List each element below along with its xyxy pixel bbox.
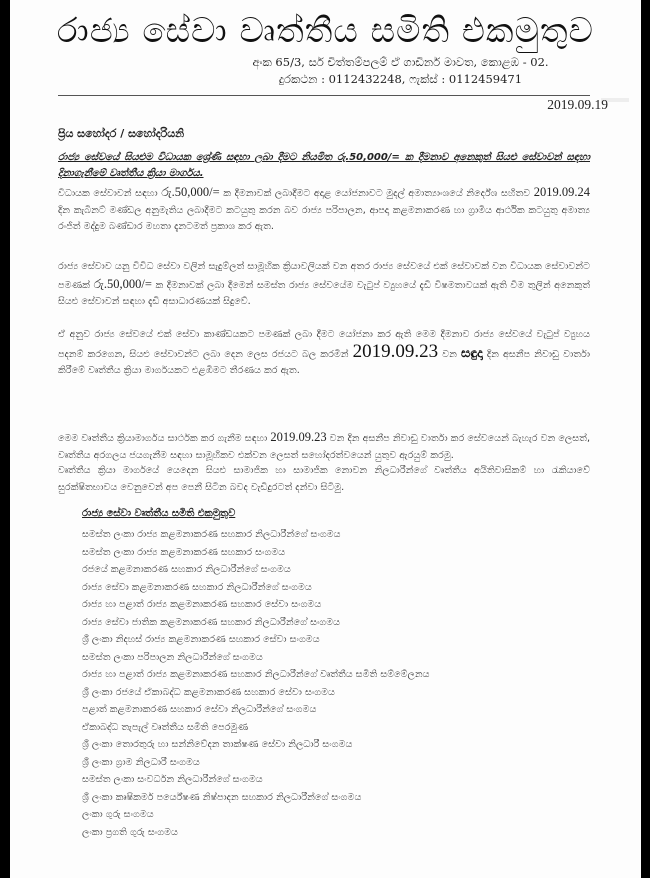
cabinet-date: 2019.09.24 — [533, 185, 590, 199]
union-item: සමස්ත ලංකා සංවර්ධන නිලධාරීන්ගේ සංගමය — [82, 774, 263, 785]
letterhead-title: රාජ්‍ය සේවා වෘත්තීය සමිති එකමුතුව — [56, 11, 595, 51]
paragraph-4-text-a: මෙම වෘත්තීය ක්‍රියාමාර්ගය සාර්ථක කර ගැනීම සඳහා — [58, 433, 271, 444]
paragraph-5: වෘත්තීය ක්‍රියා මාර්ගයේ යෙදෙන සියළු සාමාජික හා සාමාජික නොවන නිලධාරීන්ගේ වෘත්තීය අයිතිවාසිකම් හා රැකියාවේ සුරක්ෂිතභාවය වෙනුවෙන් අප පෙනී සිටින බවද වැඩිදුරටත් දන්වා සිටිමු. — [58, 465, 590, 493]
union-item: සමස්ත ලංකා රාජ්‍ය කළමනාකරණ සහකාර සංගමය — [82, 546, 286, 558]
letterhead-phone-fax: දුරකථන : 0112432248, ෆැක්ස් : 0112459471 — [278, 72, 523, 86]
paragraph-2-text-b: ක දීමනාවක් ලබා දීමෙන් සමස්ත රාජ්‍ය සේවයේම වැටුප් ව්‍යුහයේ දැඩි විෂමතාවයක් ඇති වීම තුලින් අනෙකුත් සියළු සේවාවන් සඳහා දැඩි අසාධාරණයක් සිදුවේ. — [58, 279, 590, 307]
union-item: ලංකා ගුරු සංගමය — [82, 809, 154, 820]
letter-date: 2019.09.19 — [547, 97, 608, 112]
letterhead-address: අංක 65/3, සර් චිත්තම්පලම් ඒ ගාඩිනර් මාවත, කොළඹ - 02. — [252, 55, 549, 69]
union-item: ශ්‍රී ලංකා කෘෂිකර්ම පර්යේෂණ නිෂ්පාදන සහකාර නිලධාරීන්ගේ සංගමය — [82, 791, 362, 803]
paragraph-3-text-a: ඒ අනුව රාජ්‍ය සේවයේ එක් සේවා කාණ්ඩයකට පමණක් ලබා දීමට යෝජනා කර ඇති මෙම දීමනාව රාජ්‍ය සේවයේ වැටුප් ව්‍යුහය පදනම් කරගෙන, සියළු සේවාවන්ට ලබා දෙන ලෙස රජයට බල කරමින් — [58, 329, 590, 360]
union-item: ශ්‍රී ලංකා රජයේ ඒකාබද්ධ කළමනාකරණ සහකාර සේවා සංගමය — [82, 686, 335, 698]
unions-heading: රාජ්‍ය සේවා වෘත්තීය සමිති එකමුතුව — [82, 508, 236, 519]
paragraph-3-text-b: වන — [438, 348, 462, 360]
paragraph-1-text-c: දින කැබිනට් මණ්ඩල අනුමැතිය ලබාදීමට කටයුතු කරන බව රාජ්‍ය පරිපාලන, ආපදා කළමනාකරණ හා ග්‍රාමීය ආර්ථික කටයුතු අමාත්‍ය රංජිත් මද්දුම බණ්ඩාර මහතා දැනටමත් ප්‍රකාශ කර ඇත. — [58, 204, 590, 232]
paragraph-3 — [58, 327, 590, 380]
union-item: රාජ්‍ය හා පළාත් රාජ්‍ය කළමනාකරණ සහකාර සේවා සංගමය — [82, 599, 322, 610]
header-divider — [58, 95, 590, 96]
subject-line: රාජ්‍ය සේවයේ සියළුම විධායක ශ්‍රේණි සඳහා ලබා දීමට නියමිත රු.50,000/= ක දීමනාව අනෙකුත් සියළු සේවාවන් සඳහා දිනාගැනීමේ වෘත්තීය ක්‍රියා මාර්ගය. — [58, 152, 590, 179]
union-item: රජයේ කළමනාකරණ සහකාර නිලධාරීන්ගේ සංගමය — [82, 564, 291, 575]
allowance-amount: රු.50,000/= — [161, 185, 220, 199]
paragraph-2-text-a: රාජ්‍ය සේවාව යනු විවිධ සේවා වලින් සැදුම්ලත් සාමූහික ක්‍රියාවලියක් වන අතර රාජ්‍ය සේවයේ එක් සේවාවක් වන විධායක සේවාවන්ට පමණක් — [58, 261, 590, 291]
union-item: ශ්‍රී ලංකා ග්‍රාම නිලධාරී සංගමය — [82, 756, 200, 768]
unions-list — [82, 526, 430, 841]
paragraph-4-text-b: වන දින අසනීප නිවාඩු වාර්තා කර සේවයෙන් බැහැර වන ලෙසත්, වෘත්තීය අරගලය ජයගැනීම සඳහා සාමූහිකව එක්වන ලෙසත් සහෝදරත්වයෙන් යුතුව ඇරයුම් කරමු. — [58, 433, 590, 461]
union-item: ඒකාබද්ධ තැපැල් වෘත්තීය සමිති පෙරමුණ — [82, 721, 249, 733]
letter-page — [10, 0, 641, 878]
allowance-amount: රු.50,000/= — [93, 276, 152, 291]
union-item: ශ්‍රී ලංකා නිදහස් රාජ්‍ය කළමනාකරණ සහකාර සේවා සංගමය — [82, 634, 320, 645]
action-date: 2019.09.23 — [352, 340, 439, 362]
union-item: රාජ්‍ය සේවා ජාතික කළමනාකරණ සහකාර නිලධාරීන්ගේ සංගමය — [82, 616, 341, 628]
paragraph-4 — [58, 429, 590, 464]
union-item: රාජ්‍ය සේවා කළමනාකරණ සහකාර නිලධාරීන්ගේ සංගමය — [82, 581, 312, 593]
union-item: සමස්ත ලංකා පරිපාලන නිලධාරීන්ගේ සංගමය — [82, 651, 263, 663]
paragraph-1-text-b: ක දීමනාවක් ලබාදීමට අදාළ යෝජනාවට මුදල් අමාත්‍යාංශයේ නිර්දේශ සහිතව — [219, 188, 534, 199]
paragraph-3-text-c: දින අසනීප නිවාඩු වාර්තා කිරීමේ වෘත්තීය ක්‍රියා මාර්ගයකට එළඹීමට තීරණය කර ඇත. — [58, 348, 591, 376]
union-item: ශ්‍රී ලංකා තොරතුරු හා සන්නිවේදන තාක්ෂණ සේවා නිලධාරී සංගමය — [82, 739, 353, 750]
paragraph-1 — [58, 184, 590, 236]
union-item: සමස්ත ලංකා රාජ්‍ය කළමනාකරණ සහකාර නිලධාරීන්ගේ සංගමය — [82, 529, 341, 540]
union-item: පළාත් කළමනාකරණ සහකාර සේවා නිලධාරීන්ගේ සංගමය — [82, 704, 317, 715]
action-day: සඳුදා — [461, 345, 483, 361]
union-item: රාජ්‍ය හා පළාත් රාජ්‍ය කළමනාකරණ සහකාර නිලධාරීන්ගේ වෘත්තීය සමිති සම්මේලනය — [82, 669, 430, 680]
action-date-inline: 2019.09.23 — [270, 430, 327, 444]
paragraph-1-text-a: විධායක සේවාවන් සඳහා — [58, 188, 162, 199]
union-item: ලංකා ප්‍රගති ගුරු සංගමය — [82, 826, 178, 838]
salutation: ප්‍රිය සහෝදර / සහෝදරියනි — [58, 127, 185, 140]
paragraph-2 — [58, 259, 590, 311]
